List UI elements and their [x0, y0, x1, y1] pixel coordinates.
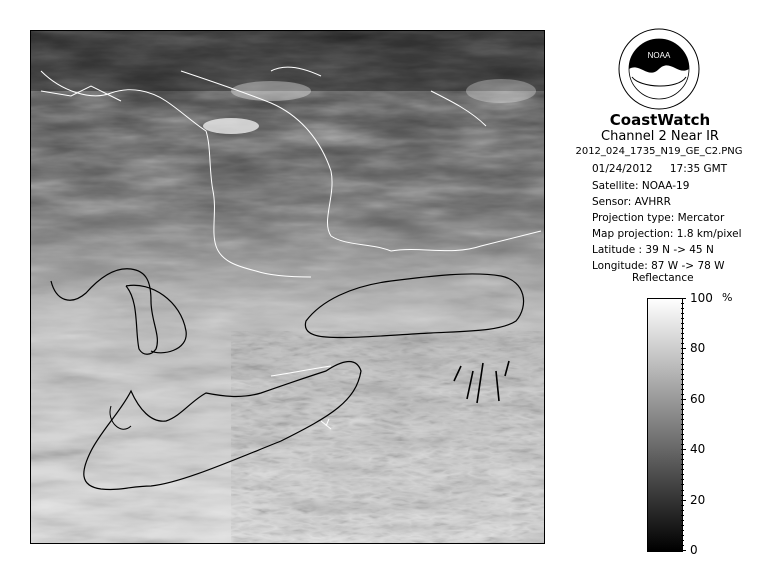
colorbar-minor-tick	[681, 535, 684, 536]
colorbar-minor-tick	[681, 313, 684, 314]
colorbar-minor-tick	[681, 505, 684, 506]
projection-type-label: Projection type: Mercator	[592, 212, 725, 224]
colorbar-minor-tick	[681, 374, 684, 375]
colorbar-minor-tick	[681, 545, 684, 546]
sensor-label: Sensor: AVHRR	[592, 196, 671, 208]
date-label: 01/24/2012	[592, 163, 653, 175]
colorbar-minor-tick	[681, 333, 684, 334]
colorbar-minor-tick	[681, 510, 684, 511]
colorbar-minor-tick	[681, 495, 684, 496]
colorbar-minor-tick	[681, 520, 684, 521]
time-label: 17:35 GMT	[669, 163, 728, 175]
colorbar-unit: %	[722, 291, 733, 304]
colorbar-minor-tick	[681, 484, 684, 485]
colorbar-minor-tick	[681, 364, 684, 365]
colorbar-minor-tick	[681, 394, 684, 395]
colorbar-minor-tick	[681, 414, 684, 415]
colorbar-minor-tick	[681, 379, 684, 380]
colorbar-minor-tick	[681, 308, 684, 309]
colorbar-minor-tick	[681, 328, 684, 329]
colorbar-minor-tick	[681, 515, 684, 516]
cloud-patch	[231, 81, 311, 101]
app-title: CoastWatch	[609, 111, 711, 129]
colorbar-tick-label: 80	[690, 341, 706, 355]
colorbar-minor-tick	[681, 469, 684, 470]
colorbar-tick-label: 100	[690, 291, 713, 305]
satellite-label: Satellite: NOAA-19	[592, 180, 690, 192]
colorbar-minor-tick	[681, 353, 684, 354]
channel-label: Channel 2 Near IR	[601, 129, 719, 144]
colorbar-minor-tick	[681, 540, 684, 541]
colorbar-minor-tick	[681, 525, 684, 526]
colorbar-minor-tick	[681, 303, 684, 304]
satellite-map	[30, 30, 545, 544]
colorbar-minor-tick	[681, 409, 684, 410]
colorbar-tick	[681, 550, 686, 551]
colorbar-tick-label: 0	[690, 543, 698, 557]
colorbar-axis	[681, 291, 741, 557]
wave-cloud-texture	[231, 331, 544, 543]
colorbar-tick	[681, 500, 686, 501]
colorbar-tick-label: 40	[690, 442, 706, 456]
colorbar-minor-tick	[681, 389, 684, 390]
map-projection-label: Map projection: 1.8 km/pixel	[592, 228, 742, 240]
map-image	[31, 31, 544, 543]
logo-center-text: NOAA	[647, 51, 671, 60]
colorbar-minor-tick	[681, 490, 684, 491]
date-time-line	[592, 163, 727, 175]
cloud-patch	[466, 79, 536, 103]
colorbar-minor-tick	[681, 318, 684, 319]
cloud-patch	[203, 118, 259, 134]
colorbar-minor-tick	[681, 459, 684, 460]
noaa-logo	[618, 28, 700, 110]
colorbar-minor-tick	[681, 474, 684, 475]
colorbar-gradient	[647, 298, 683, 552]
colorbar-minor-tick	[681, 429, 684, 430]
colorbar-tick-label: 60	[690, 392, 706, 406]
colorbar-minor-tick	[681, 464, 684, 465]
colorbar-minor-tick	[681, 424, 684, 425]
colorbar-minor-tick	[681, 358, 684, 359]
colorbar-tick	[681, 449, 686, 450]
filename-label: 2012_024_1735_N19_GE_C2.PNG	[575, 146, 743, 157]
colorbar-minor-tick	[681, 384, 684, 385]
colorbar-minor-tick	[681, 479, 684, 480]
colorbar-tick	[681, 399, 686, 400]
colorbar-title: Reflectance	[632, 272, 694, 284]
colorbar-tick	[681, 298, 686, 299]
colorbar-tick	[681, 348, 686, 349]
colorbar-minor-tick	[681, 323, 684, 324]
longitude-label: Longitude: 87 W -> 78 W	[592, 260, 725, 272]
colorbar-minor-tick	[681, 530, 684, 531]
colorbar-minor-tick	[681, 439, 684, 440]
colorbar-minor-tick	[681, 434, 684, 435]
colorbar-tick-label: 20	[690, 493, 706, 507]
colorbar-minor-tick	[681, 369, 684, 370]
colorbar-minor-tick	[681, 343, 684, 344]
colorbar-minor-tick	[681, 454, 684, 455]
colorbar-minor-tick	[681, 404, 684, 405]
colorbar-minor-tick	[681, 338, 684, 339]
colorbar-minor-tick	[681, 444, 684, 445]
colorbar-minor-tick	[681, 419, 684, 420]
latitude-label: Latitude : 39 N -> 45 N	[592, 244, 714, 256]
